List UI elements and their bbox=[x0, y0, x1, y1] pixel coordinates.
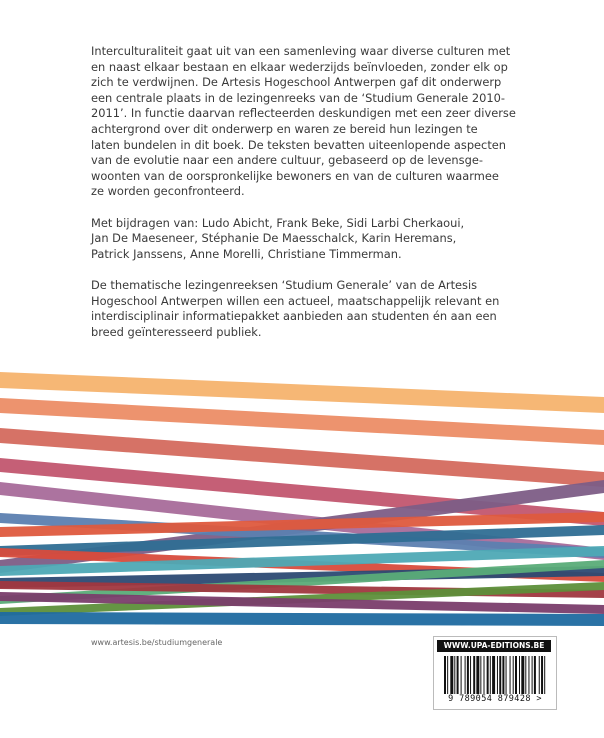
barcode-box bbox=[433, 636, 557, 710]
decorative-stripes bbox=[0, 360, 604, 630]
back-cover-text bbox=[91, 44, 531, 356]
stripe bbox=[0, 612, 604, 626]
isbn-number: 9 789054 879428 > bbox=[448, 694, 542, 704]
publisher-label: WWW.UPA-EDITIONS.BE bbox=[437, 640, 551, 652]
series-paragraph: De thematische lezingenreeksen ‘Studium Generale’ van de Artesis Hogeschool Antwerpen willen een actueel, maatschappelijk relevant en interdisciplinair informatiepakket aanbieden aan studenten én aan een breed geïnteresseerd publiek. bbox=[91, 277, 500, 339]
website-url: www.artesis.be/studiumgenerale bbox=[91, 638, 223, 647]
barcode-icon bbox=[444, 656, 546, 694]
contributors-paragraph: Met bijdragen van: Ludo Abicht, Frank Beke, Sidi Larbi Cherkaoui, Jan De Maeseneer, Stéphanie De Maesschalck, Karin Heremans, Patrick Janssens, Anne Morelli, Christiane Timmerman. bbox=[91, 215, 465, 261]
intro-paragraph: Interculturaliteit gaat uit van een samenleving waar diverse culturen met en naast elkaar bestaan en elkaar wederzijds beïnvloeden, zonder elk op zich te verdwijnen. De Artesis Hogeschool Antwerpen gaf dit onderwerp een centrale plaats in de lezingenreeks van de ‘Studium Generale 2010- 2011’. In functie daarvan reflecteerden deskundigen met een zeer diverse achtergrond over dit onderwerp en waren ze bereid hun lezingen te laten bundelen in dit boek. De teksten bevatten uiteenlopende aspecten van de evolutie naar een andere cultuur, gebaseerd op de levensge- woonten van de oorspronkelijke bewoners en van de culturen waarmee ze worden geconfronteerd. bbox=[91, 44, 516, 199]
